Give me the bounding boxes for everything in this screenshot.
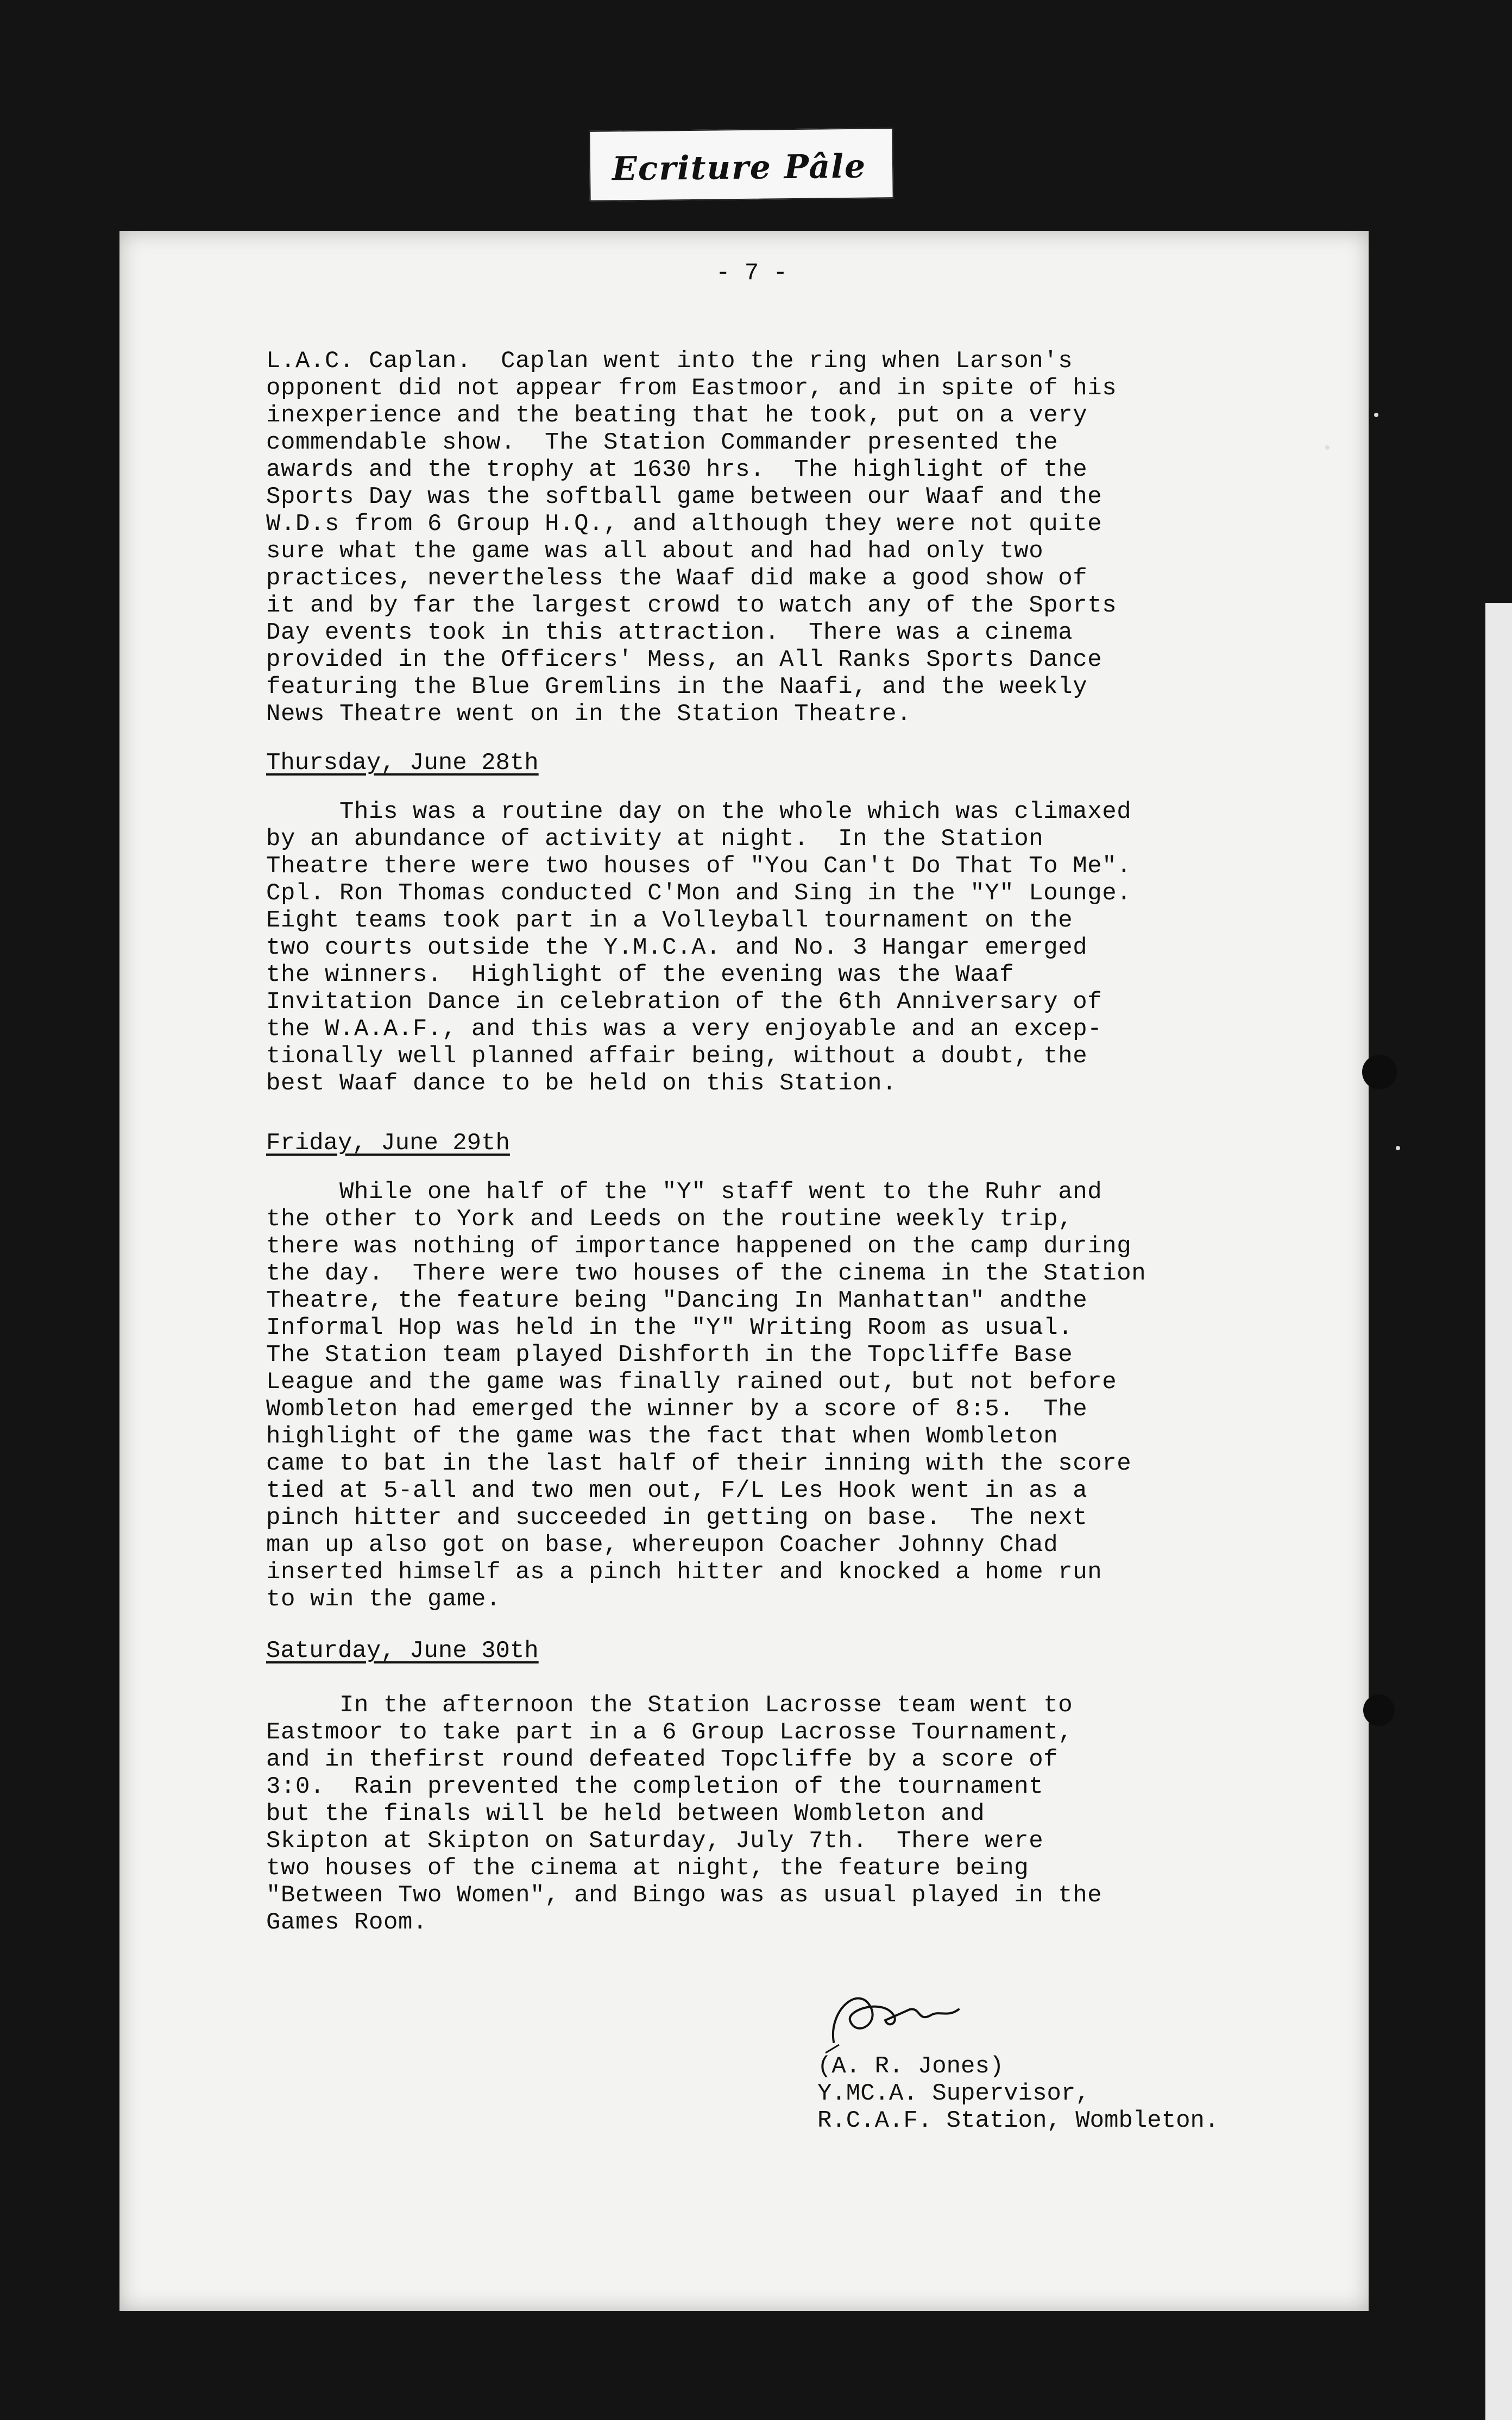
signature-block	[817, 2053, 1219, 2134]
text-line: featuring the Blue Gremlins in the Naafi, and the weekly	[266, 673, 1088, 701]
text-line: by an abundance of activity at night. In the Station	[266, 825, 1044, 853]
heading-thursday: Thursday, June 28th	[266, 749, 539, 777]
punch-hole	[1363, 1694, 1395, 1726]
header-label: Ecriture Pâle	[612, 147, 867, 188]
text-line: tied at 5-all and two men out, F/L Les Hook went in as a	[266, 1477, 1088, 1504]
text-line: man up also got on base, whereupon Coacher Johnny Chad	[266, 1532, 1059, 1559]
text-line: pinch hitter and succeeded in getting on base. The next	[266, 1504, 1088, 1532]
text-line: it and by far the largest crowd to watch any of the Sports	[266, 592, 1117, 619]
text-line: highlight of the game was the fact that when Wombleton	[266, 1423, 1059, 1450]
text-line: L.A.C. Caplan. Caplan went into the ring when Larson's	[266, 348, 1073, 375]
text-line: 3:0. Rain prevented the completion of the tournament	[266, 1773, 1044, 1800]
text-line: commendable show. The Station Commander presented the	[266, 429, 1059, 456]
signature-station: R.C.A.F. Station, Wombleton.	[817, 2107, 1219, 2134]
text-line: the day. There were two houses of the cinema in the Station	[266, 1260, 1146, 1287]
text-line: W.D.s from 6 Group H.Q., and although they were not quite	[266, 511, 1102, 538]
text-line: "Between Two Women", and Bingo was as usual played in the	[266, 1882, 1102, 1909]
text-line: Theatre, the feature being "Dancing In Manhattan" andthe	[266, 1287, 1088, 1314]
text-line: Eastmoor to take part in a 6 Group Lacrosse Tournament,	[266, 1719, 1073, 1746]
adjacent-page-edge	[1485, 603, 1512, 2420]
scan-speck	[1374, 413, 1378, 417]
text-line: but the finals will be held between Wombleton and	[266, 1800, 985, 1827]
signature-title: Y.MC.A. Supervisor,	[817, 2080, 1090, 2107]
text-line: two houses of the cinema at night, the feature being	[266, 1855, 1029, 1882]
text-line: the winners. Highlight of the evening was the Waaf	[266, 961, 1015, 988]
text-line: Day events took in this attraction. There was a cinema	[266, 619, 1073, 646]
text-line: Eight teams took part in a Volleyball tournament on the	[266, 907, 1073, 934]
text-line: sure what the game was all about and had had only two	[266, 538, 1044, 565]
text-line: While one half of the "Y" staff went to the Ruhr and	[266, 1179, 1102, 1206]
paragraph-saturday	[266, 1692, 1102, 1936]
text-line: came to bat in the last half of their inning with the score	[266, 1450, 1132, 1477]
header-label-tab	[589, 128, 893, 201]
punch-hole	[1362, 1055, 1397, 1089]
text-line: Theatre there were two houses of "You Can't Do That To Me".	[266, 853, 1132, 880]
text-line: awards and the trophy at 1630 hrs. The highlight of the	[266, 456, 1088, 483]
text-line: the W.A.A.F., and this was a very enjoyable and an excep-	[266, 1016, 1102, 1043]
scan-speck	[1396, 1146, 1400, 1150]
text-line: Games Room.	[266, 1909, 428, 1936]
text-line: Informal Hop was held in the "Y" Writing Room as usual.	[266, 1314, 1073, 1341]
text-line: In the afternoon the Station Lacrosse team went to	[266, 1692, 1073, 1719]
text-line: opponent did not appear from Eastmoor, and in spite of his	[266, 375, 1117, 402]
text-line: and in thefirst round defeated Topcliffe by a score of	[266, 1746, 1059, 1773]
text-line: there was nothing of importance happened on the camp during	[266, 1233, 1132, 1260]
paragraph-thursday	[266, 798, 1131, 1097]
text-line: Skipton at Skipton on Saturday, July 7th. There were	[266, 1827, 1044, 1855]
heading-saturday: Saturday, June 30th	[266, 1637, 539, 1665]
text-line: Cpl. Ron Thomas conducted C'Mon and Sing in the "Y" Lounge.	[266, 880, 1132, 907]
scan-speck	[1325, 445, 1330, 450]
paragraph-friday	[266, 1179, 1146, 1613]
text-line: inserted himself as a pinch hitter and knocked a home run	[266, 1559, 1102, 1586]
text-line: best Waaf dance to be held on this Station.	[266, 1070, 897, 1097]
text-line: tionally well planned affair being, without a doubt, the	[266, 1043, 1088, 1070]
text-line: This was a routine day on the whole which was climaxed	[266, 798, 1132, 825]
heading-friday: Friday, June 29th	[266, 1130, 510, 1157]
text-line: League and the game was finally rained out, but not before	[266, 1369, 1117, 1396]
signature-name: (A. R. Jones)	[817, 2053, 1004, 2080]
text-line: Sports Day was the softball game between our Waaf and the	[266, 483, 1102, 511]
text-line: The Station team played Dishforth in the Topcliffe Base	[266, 1341, 1073, 1369]
text-line: inexperience and the beating that he took, put on a very	[266, 402, 1088, 429]
text-line: two courts outside the Y.M.C.A. and No. 3 Hangar emerged	[266, 934, 1088, 961]
text-line: Wombleton had emerged the winner by a score of 8:5. The	[266, 1396, 1088, 1423]
text-line: News Theatre went on in the Station Theatre.	[266, 701, 912, 728]
handwritten-signature	[823, 1977, 997, 2058]
text-line: Invitation Dance in celebration of the 6th Anniversary of	[266, 988, 1102, 1016]
text-line: provided in the Officers' Mess, an All Ranks Sports Dance	[266, 646, 1102, 673]
paragraph-caplan	[266, 348, 1117, 728]
text-line: to win the game.	[266, 1586, 501, 1613]
text-line: practices, nevertheless the Waaf did make a good show of	[266, 565, 1088, 592]
text-line: the other to York and Leeds on the routine weekly trip,	[266, 1206, 1073, 1233]
page-number: - 7 -	[716, 260, 788, 287]
